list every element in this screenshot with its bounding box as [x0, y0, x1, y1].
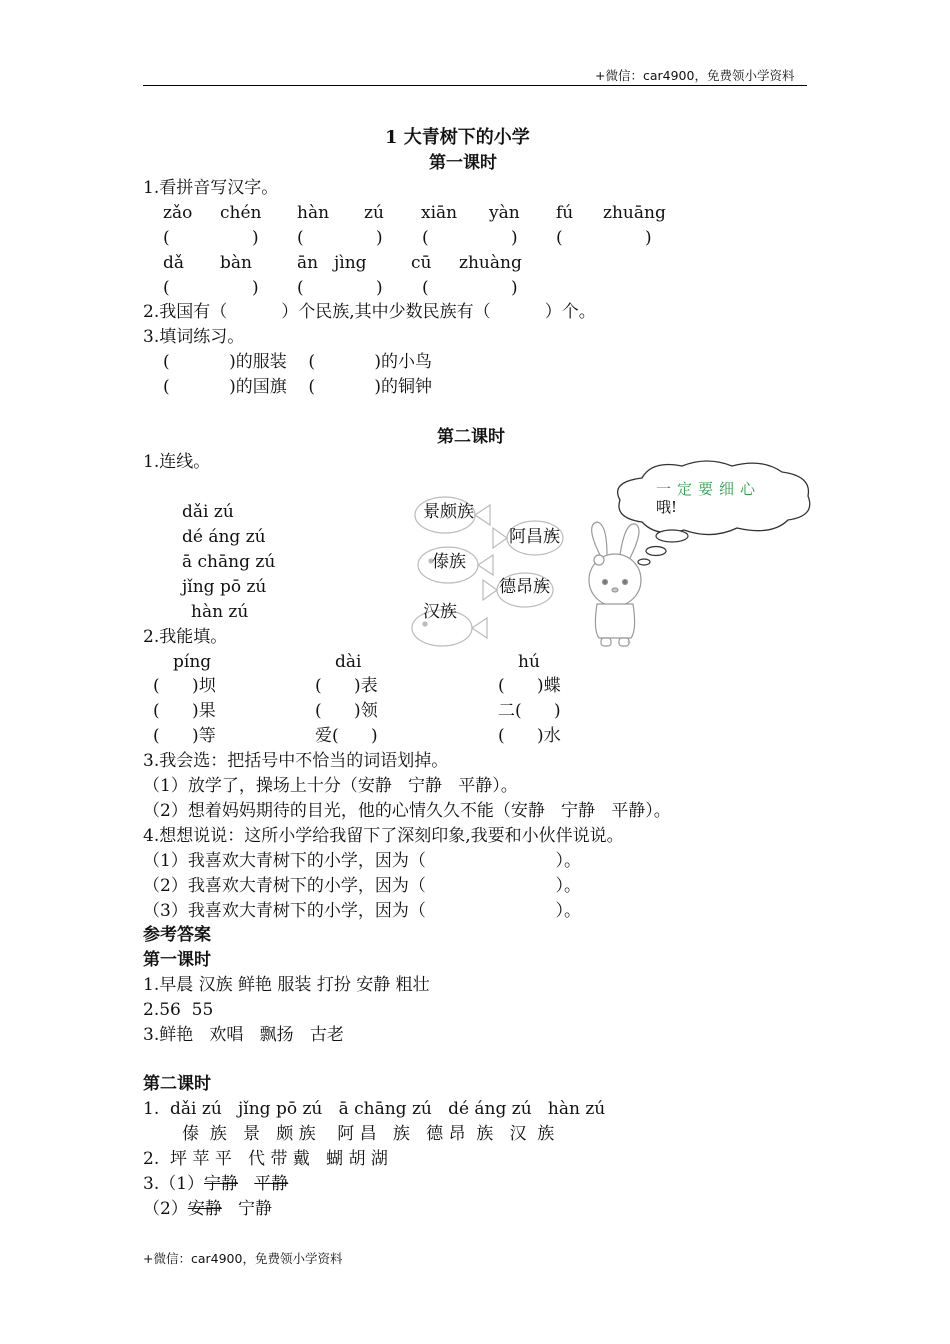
blank-open: ( — [163, 278, 170, 298]
pinyin: zhuàng — [459, 253, 522, 273]
l2-q2-cell: ( )表 — [315, 676, 378, 696]
blank-open: ( — [556, 228, 563, 248]
struck-word: 安静 — [187, 1199, 222, 1219]
match-pinyin: dé áng zú — [182, 527, 266, 547]
pinyin: hàn — [297, 203, 330, 223]
l2-q3-item: （2）想着妈妈期待的目光，他的心情久久不能（安静 宁静 平静）。 — [143, 801, 671, 821]
match-pinyin: hàn zú — [191, 602, 249, 622]
match-pinyin: dǎi zú — [182, 502, 234, 522]
answer-line: 傣 族 景 颇 族 阿 昌 族 德 昂 族 汉 族 — [182, 1124, 555, 1144]
blank-close: ) — [376, 278, 383, 298]
cartoon-character-icon — [575, 520, 655, 650]
answer-line: 1.早晨 汉族 鲜艳 服装 打扮 安静 粗壮 — [143, 975, 430, 995]
struck-word: 平静 — [254, 1174, 289, 1194]
match-name: 傣族 — [432, 552, 466, 572]
l2-q2-cell: 二( ) — [498, 701, 561, 721]
svg-text:~: ~ — [627, 640, 632, 646]
blank-close: ) — [376, 228, 383, 248]
blank-open: ( — [297, 228, 304, 248]
l2-q4-item: （1）我喜欢大青树下的小学，因为（ ）。 — [143, 851, 582, 871]
match-name: 景颇族 — [423, 502, 474, 522]
blank-open: ( — [422, 228, 429, 248]
l2-q4-item: （2）我喜欢大青树下的小学，因为（ ）。 — [143, 876, 582, 896]
l2-q2-pinyin: hú — [518, 652, 540, 672]
pinyin: bàn — [220, 253, 252, 273]
blank-close: ) — [511, 228, 518, 248]
l1-q2: 2.我国有（ ）个民族,其中少数民族有（ ）个。 — [143, 302, 596, 322]
lesson2-heading: 第二课时 — [437, 427, 505, 447]
l2-q2-pinyin: píng — [173, 652, 212, 672]
pinyin: ān — [297, 253, 319, 273]
blank-open: ( — [297, 278, 304, 298]
l2-q2-cell: ( )果 — [153, 701, 216, 721]
blank-open: ( — [163, 228, 170, 248]
answer-line-3 — [143, 1173, 288, 1195]
pinyin: zú — [364, 203, 384, 223]
answer-line: 3.鲜艳 欢唱 飘扬 古老 — [143, 1025, 344, 1045]
header-text: +微信：car4900，免费领小学资料 — [595, 68, 795, 83]
pinyin: yàn — [489, 203, 520, 223]
answer-line: 1. dǎi zú jǐng pō zú ā chāng zú dé áng zú hàn zú — [143, 1099, 606, 1119]
blank-close: ) — [511, 278, 518, 298]
pinyin: zǎo — [163, 203, 193, 223]
answers-lesson2-heading: 第二课时 — [143, 1074, 211, 1094]
l2-q2-cell: ( )等 — [153, 726, 216, 746]
pinyin: jìng — [334, 253, 367, 273]
blank-close: ) — [252, 228, 259, 248]
l2-q2-pinyin: dài — [335, 652, 362, 672]
l1-q1-title: 1.看拼音写汉字。 — [143, 178, 279, 198]
l2-q3-title: 3.我会选：把括号中不恰当的词语划掉。 — [143, 751, 449, 771]
l2-q2-cell: ( )水 — [498, 726, 561, 746]
pinyin: fú — [556, 203, 574, 223]
l2-q2-cell: 爱( ) — [315, 726, 378, 746]
pinyin: chén — [220, 203, 262, 223]
l2-q2-cell: ( )蝶 — [498, 676, 561, 696]
answer-word: 宁静 — [238, 1199, 273, 1219]
bubble-text-line2: 哦! — [656, 498, 678, 516]
match-pinyin: jǐng pō zú — [182, 577, 267, 597]
answer-prefix: （2） — [143, 1199, 188, 1219]
l1-q3-line2: ( )的国旗 ( )的铜钟 — [163, 377, 433, 397]
answer-line: 2. 坪 苹 平 代 带 戴 蝴 胡 湖 — [143, 1149, 388, 1169]
l1-q3-title: 3.填词练习。 — [143, 327, 245, 347]
l2-q3-item: （1）放学了，操场上十分（安静 宁静 平静）。 — [143, 776, 518, 796]
answers-lesson1-heading: 第一课时 — [143, 950, 211, 970]
l2-q2-cell: ( )坝 — [153, 676, 216, 696]
answers-heading: 参考答案 — [143, 925, 211, 945]
pinyin: xiān — [421, 203, 458, 223]
answer-line-4 — [143, 1198, 272, 1220]
match-name: 德昂族 — [499, 577, 550, 597]
answer-prefix: 3.（1） — [143, 1174, 205, 1194]
lesson1-heading: 第一课时 — [429, 153, 497, 173]
page-title: 1 大青树下的小学 — [385, 127, 530, 148]
pinyin: zhuāng — [603, 203, 666, 223]
pinyin: cū — [411, 253, 432, 273]
blank-close: ) — [645, 228, 652, 248]
l2-q1-title: 1.连线。 — [143, 452, 211, 472]
match-name: 阿昌族 — [509, 527, 560, 547]
l2-q2-title: 2.我能填。 — [143, 627, 228, 647]
blank-close: ) — [252, 278, 259, 298]
match-pinyin: ā chāng zú — [182, 552, 276, 572]
answer-line: 2.56 55 — [143, 1000, 214, 1020]
l1-q3-line1: ( )的服装 ( )的小鸟 — [163, 352, 433, 372]
l2-q2-cell: ( )领 — [315, 701, 378, 721]
pinyin: dǎ — [163, 253, 185, 273]
footer-text: +微信：car4900，免费领小学资料 — [143, 1251, 343, 1266]
blank-open: ( — [422, 278, 429, 298]
l2-q4-item: （3）我喜欢大青树下的小学，因为（ ）。 — [143, 901, 582, 921]
bubble-text-line1: 一定要细心 — [656, 480, 762, 498]
struck-word: 宁静 — [204, 1174, 239, 1194]
l2-q4-title: 4.想想说说：这所小学给我留下了深刻印象,我要和小伙伴说说。 — [143, 826, 624, 846]
match-name: 汉族 — [423, 602, 457, 622]
header-rule — [143, 85, 807, 86]
